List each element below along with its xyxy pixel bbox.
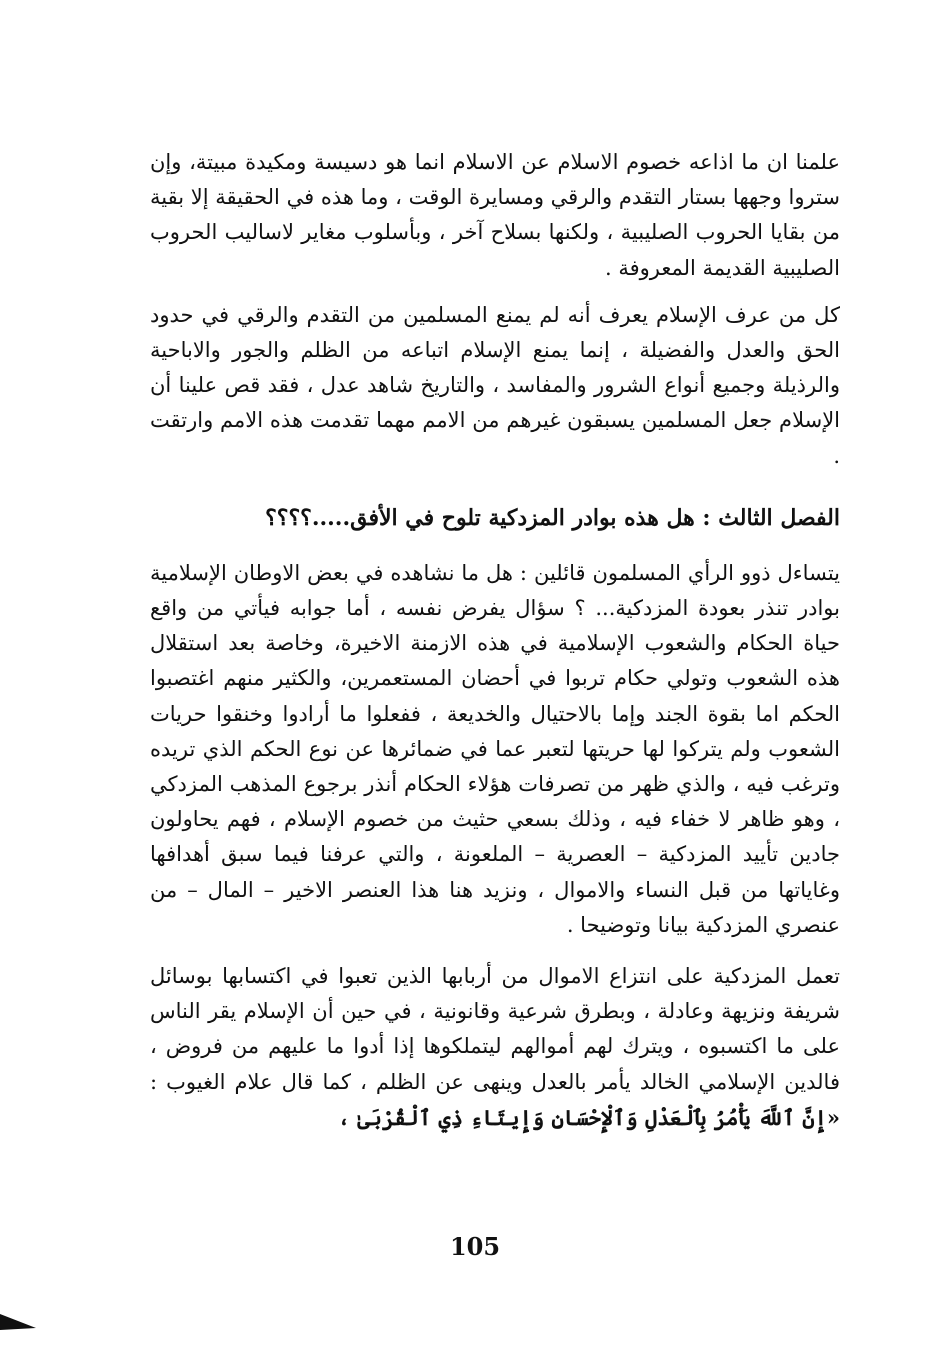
page-body xyxy=(150,145,840,1136)
page-number: 105 xyxy=(449,1232,501,1261)
paragraph-1: علمنا ان ما اذاعه خصوم الاسلام عن الاسلام انما هو دسيسة ومكيدة مبيتة، وإن ستروا وجهها بستار التقدم والرقي ومسايرة الوقت ، وما هذه في الحقيقة إلا بقية من بقايا الحروب الصليبية ، ولكنها بسلاح آخر ، وبأسلوب مغاير لاساليب الحروب الصليبية القديمة المعروفة . xyxy=(150,150,840,280)
paragraph-2: كل من عرف الإسلام يعرف أنه لم يمنع المسلمين من التقدم والرقي في حدود الحق والعدل والفضيلة ، إنما يمنع الإسلام اتباعه من الظلم والجور والاباحية والرذيلة وجميع أنواع الشرور والمفاسد ، والتاريخ شاهد عدل ، فقد قص علينا أن الإسلام جعل المسلمين يسبقون غيرهم من الامم مهما تقدمت هذه الامم وارتقت . xyxy=(150,302,840,468)
paragraph-4-text: تعمل المزدكية على انتزاع الاموال من أربابها الذين تعبوا في اكتسابها بوسائل شريفة ونزيهة وعادلة ، وبطرق شرعية وقانونية ، في حين أن الإسلام يقر الناس على ما اكتسبوه ، ويترك لهم أموالهم ليتملكوها إذا أدوا ما عليهم من فروض ، فالدين الإسلامي الخالد يأمر بالعدل وينهى عن الظلم ، كما قال علام الغيوب : xyxy=(150,964,840,1094)
paragraph-3: يتساءل ذوو الرأي المسلمون قائلين : هل ما نشاهده في بعض الاوطان الإسلامية بوادر تنذر بعودة المزدكية... ؟ سؤال يفرض نفسه ، أما جوابه فيأتي من واقع حياة الحكام والشعوب الإسلامية في هذه الازمنة الاخيرة، وخاصة بعد استقلال هذه الشعوب وتولي حكام تربوا في أحضان المستعمرين، والكثير منهم اغتصبوا الحكم اما بقوة الجند وإما بالاحتيال والخديعة ، ففعلوا ما أرادوا وخنقوا حريات الشعوب ولم يتركوا لها حريتها لتعبر عما في ضمائرها عن نوع الحكم الذي تريده وترغب فيه ، والذي ظهر من تصرفات هؤلاء الحكام أنذر برجوع المذهب المزدكي ، وهو ظاهر لا خفاء فيه ، وذلك بسعي حثيث من خصوم الإسلام ، فهم يحاولون جادين تأييد المزدكية – العصرية – الملعونة ، والتي عرفنا فيما سبق أهدافها وغاياتها من قبل النساء والاموال ، ونزيد هنا هذا العنصر الاخير – المال – من عنصري المزدكية بيانا وتوضيحا . xyxy=(150,560,840,937)
paragraph-4 xyxy=(150,959,840,1136)
quran-quote: «إِنَّ ٱللَّهَ يَأْمُرُ بِٱلْعَدْلِ وَٱلْإِحْسَانِ وَإِيتَاءِ ذِي ٱلْقُرْبَىٰ ، xyxy=(337,1104,840,1130)
corner-arrow-icon xyxy=(0,1310,38,1332)
chapter-heading: الفصل الثالث : هل هذه بوادر المزدكية تلوح في الأفق.....؟؟؟؟ xyxy=(265,504,840,531)
